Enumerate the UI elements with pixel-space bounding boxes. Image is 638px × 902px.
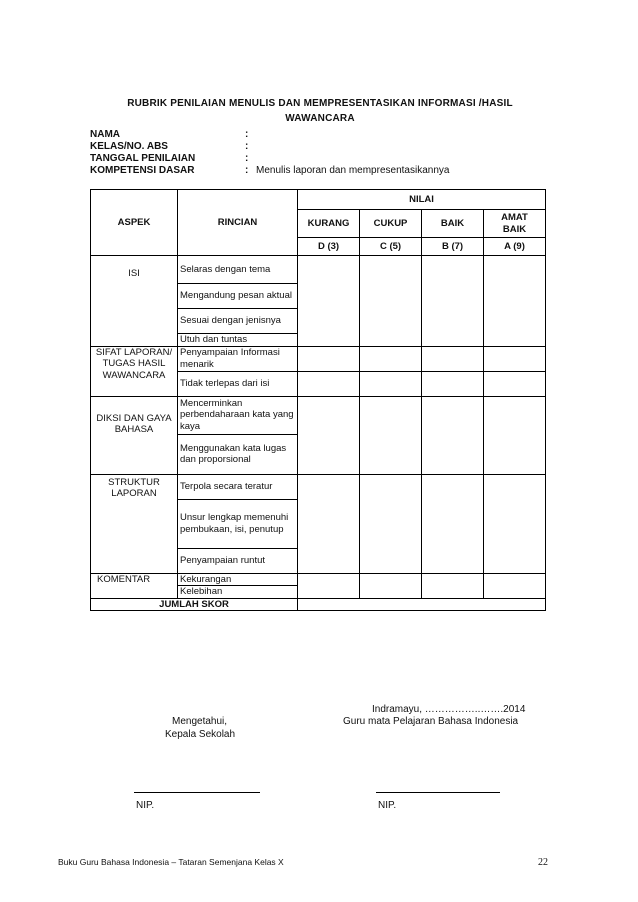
info-value: Menulis laporan dan mempresentasikannya <box>256 165 450 176</box>
rincian-cell: Sesuai dengan jenisnya <box>178 309 298 334</box>
rincian-cell: Penyampaian Informasi menarik <box>178 346 298 371</box>
score-cell[interactable] <box>360 256 422 347</box>
right-signature-line <box>376 792 500 793</box>
info-colon: : <box>245 141 249 152</box>
score-cell[interactable] <box>298 396 360 474</box>
score-cell[interactable] <box>422 474 484 573</box>
aspect-diksi: DIKSI DAN GAYA BAHASA <box>91 396 178 474</box>
score-cell[interactable] <box>298 474 360 573</box>
title-line-1: RUBRIK PENILAIAN MENULIS DAN MEMPRESENTASIKAN INFORMASI /HASIL <box>127 98 513 109</box>
score-c: C (5) <box>360 238 422 256</box>
score-cell[interactable] <box>298 573 360 598</box>
right-caption: Guru mata Pelajaran Bahasa Indonesia <box>343 716 519 727</box>
total-cell <box>360 598 422 611</box>
header-nilai: NILAI <box>298 190 546 210</box>
score-cell[interactable] <box>298 346 360 371</box>
score-cell[interactable] <box>484 474 546 573</box>
document-title <box>60 96 580 126</box>
score-cell[interactable] <box>484 396 546 474</box>
right-nip: NIP. <box>378 800 397 811</box>
score-cell[interactable] <box>484 371 546 396</box>
rincian-cell: Unsur lengkap memenuhi pembukaan, isi, penutup <box>178 499 298 548</box>
score-cell[interactable] <box>422 346 484 371</box>
rubric-table <box>90 189 546 611</box>
info-label: KELAS/NO. ABS <box>90 141 168 152</box>
info-colon: : <box>245 153 249 164</box>
title-line-2: WAWANCARA <box>285 113 355 124</box>
rincian-cell: Utuh dan tuntas <box>178 334 298 347</box>
header-rincian: RINCIAN <box>178 190 298 256</box>
total-row <box>91 598 546 611</box>
left-nip: NIP. <box>136 800 155 811</box>
info-label: KOMPETENSI DASAR <box>90 165 195 176</box>
table-row <box>91 474 546 499</box>
rincian-cell: Selaras dengan tema <box>178 256 298 284</box>
rincian-cell: Kelebihan <box>178 586 298 599</box>
score-cell[interactable] <box>298 256 360 347</box>
score-a: A (9) <box>484 238 546 256</box>
footer-text: Buku Guru Bahasa Indonesia – Tataran Semenjana Kelas X <box>58 857 284 867</box>
info-colon: : <box>245 129 249 140</box>
rincian-cell: Terpola secara teratur <box>178 474 298 499</box>
left-signature-line <box>134 792 260 793</box>
aspect-struktur: STRUKTUR LAPORAN <box>91 474 178 573</box>
table-row <box>91 346 546 371</box>
table-row <box>91 256 546 284</box>
left-caption-1: Mengetahui, <box>172 716 228 727</box>
level-baik: BAIK <box>422 210 484 238</box>
aspect-sifat: SIFAT LAPORAN/ TUGAS HASIL WAWANCARA <box>91 346 178 396</box>
score-cell[interactable] <box>360 396 422 474</box>
table-row <box>91 573 546 586</box>
header-row-nilai <box>91 190 546 210</box>
score-cell[interactable] <box>360 573 422 598</box>
score-cell[interactable] <box>298 371 360 396</box>
rincian-cell: Mencerminkan perbendaharaan kata yang kaya <box>178 396 298 434</box>
table-row <box>91 396 546 434</box>
left-caption-2: Kepala Sekolah <box>165 729 236 740</box>
score-cell[interactable] <box>422 256 484 347</box>
rincian-cell: Mengandung pesan aktual <box>178 284 298 309</box>
level-amat-baik: AMAT BAIK <box>484 210 546 238</box>
total-cell <box>298 598 360 611</box>
aspect-komentar: KOMENTAR <box>91 573 178 598</box>
score-cell[interactable] <box>422 573 484 598</box>
total-cell <box>484 598 546 611</box>
score-cell[interactable] <box>422 371 484 396</box>
score-cell[interactable] <box>422 396 484 474</box>
info-label: NAMA <box>90 129 120 140</box>
aspect-isi: ISI <box>91 256 178 347</box>
score-b: B (7) <box>422 238 484 256</box>
rincian-cell: Tidak terlepas dari isi <box>178 371 298 396</box>
info-colon: : <box>245 165 249 176</box>
score-d: D (3) <box>298 238 360 256</box>
score-cell[interactable] <box>484 346 546 371</box>
total-label: JUMLAH SKOR <box>91 598 298 611</box>
place-date: Indramayu, ……………..…….2014 <box>372 704 526 715</box>
page-number: 22 <box>538 857 548 868</box>
header-aspek: ASPEK <box>91 190 178 256</box>
rincian-cell: Menggunakan kata lugas dan proporsional <box>178 434 298 474</box>
level-cukup: CUKUP <box>360 210 422 238</box>
rincian-cell: Penyampaian runtut <box>178 548 298 573</box>
score-cell[interactable] <box>360 346 422 371</box>
score-cell[interactable] <box>360 371 422 396</box>
level-kurang: KURANG <box>298 210 360 238</box>
score-cell[interactable] <box>360 474 422 573</box>
rincian-cell: Kekurangan <box>178 573 298 586</box>
info-label: TANGGAL PENILAIAN <box>90 153 196 164</box>
score-cell[interactable] <box>484 573 546 598</box>
score-cell[interactable] <box>484 256 546 347</box>
total-cell <box>422 598 484 611</box>
